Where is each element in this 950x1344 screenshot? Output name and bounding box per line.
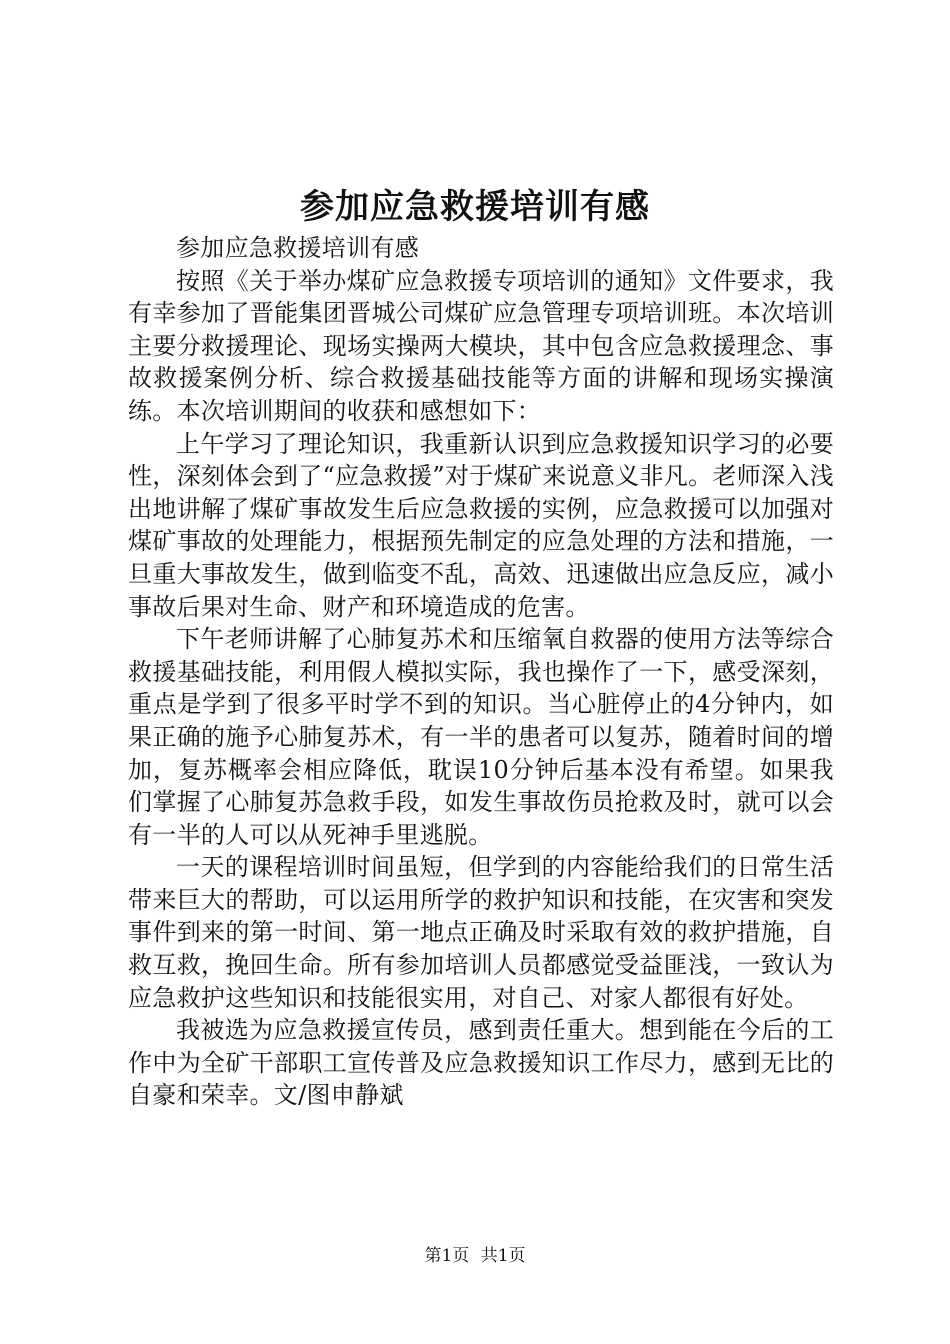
page-total: 共1页: [480, 1246, 526, 1266]
page-number: 第1页: [424, 1246, 470, 1266]
morning-paragraph: 上午学习了理论知识，我重新认识到应急救援知识学习的必要性，深刻体会到了“应急救援”对于煤矿来说意义非凡。老师深入浅出地讲解了煤矿事故发生后应急救援的实例，应急救援可以加强对煤矿事故的处理能力，根据预先制定的应急处理的方法和措施，一旦重大事故发生，做到临变不乱，高效、迅速做出应急反应，减小事故后果对生命、财产和环境造成的危害。: [128, 429, 834, 621]
subtitle-paragraph: 参加应急救援培训有感: [176, 234, 419, 262]
intro-paragraph: 按照《关于举办煤矿应急救援专项培训的通知》文件要求，我有幸参加了晋能集团晋城公司煤矿应急管理专项培训班。本次培训主要分救援理论、现场实操两大模块，其中包含应急救援理念、事故救援案例分析、综合救援基础技能等方面的讲解和现场实操演练。本次培训期间的收获和感想如下：: [128, 266, 834, 425]
document-body: [128, 232, 834, 1112]
document-title: 参加应急救援培训有感: [300, 187, 650, 227]
summary-paragraph: 一天的课程培训时间虽短，但学到的内容能给我们的日常生活带来巨大的帮助，可以运用所学的救护知识和技能，在灾害和突发事件到来的第一时间、第一地点正确及时采取有效的救护措施，自救互救，挽回生命。所有参加培训人员都感觉受益匪浅，一致认为应急救护这些知识和技能很实用，对自己、对家人都很有好处。: [128, 853, 834, 1012]
afternoon-paragraph: 下午老师讲解了心肺复苏术和压缩氧自救器的使用方法等综合救援基础技能，利用假人模拟实际，我也操作了一下，感受深刻，重点是学到了很多平时学不到的知识。当心脏停止的4分钟内，如果正确的施予心肺复苏术，有一半的患者可以复苏，随着时间的增加，复苏概率会相应降低，耽误10分钟后基本没有希望。如果我们掌握了心肺复苏急救手段，如发生事故伤员抢救及时，就可以会有一半的人可以从死神手里逃脱。: [128, 625, 834, 849]
page-footer: [0, 1244, 950, 1268]
closing-paragraph: 我被选为应急救援宣传员，感到责任重大。想到能在今后的工作中为全矿干部职工宣传普及应急救援知识工作尽力，感到无比的自豪和荣幸。文/图申静斌: [128, 1016, 834, 1110]
